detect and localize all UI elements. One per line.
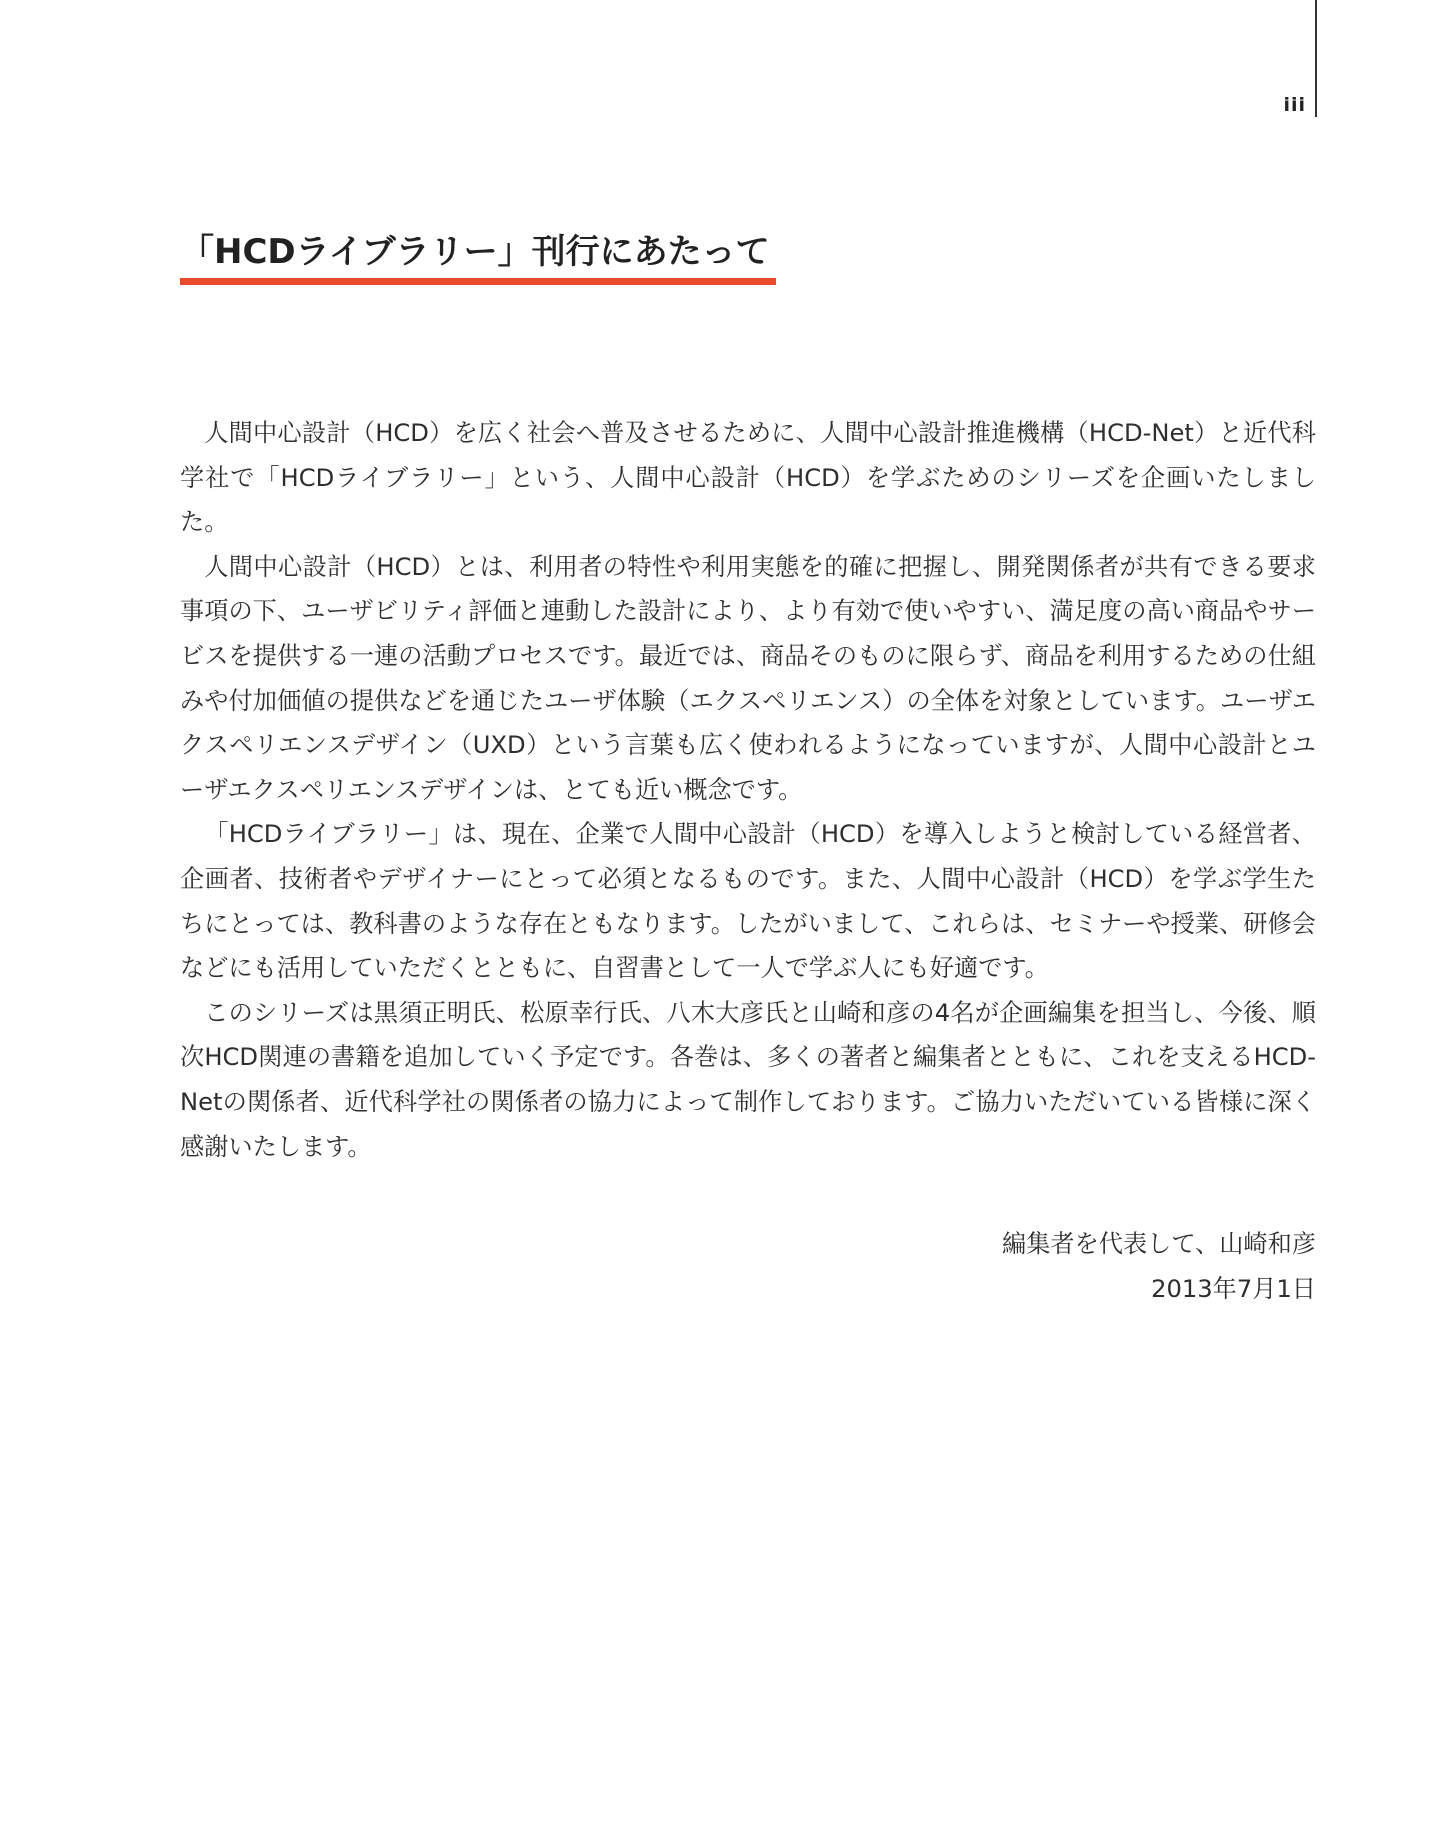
paragraph: 「HCDライブラリー」は、現在、企業で人間中心設計（HCD）を導入しようと検討している経営者、企画者、技術者やデザイナーにとって必須となるものです。また、人間中心設計（HCD）を学ぶ学生たちにとっては、教科書のような存在ともなります。したがいまして、これらは、セミナーや授業、研修会などにも活用していただくとともに、自習書として一人で学ぶ人にも好適です。 (180, 820, 1316, 983)
signature-line: 編集者を代表して、山崎和彦 (1002, 1230, 1316, 1258)
title-underline (180, 278, 776, 285)
body-text (180, 411, 1316, 1169)
page-edge-rule (1315, 0, 1317, 117)
paragraph: 人間中心設計（HCD）とは、利用者の特性や利用実態を的確に把握し、開発関係者が共有できる要求事項の下、ユーザビリティ評価と連動した設計により、より有効で使いやすい、満足度の高い商品やサービスを提供する一連の活動プロセスです。最近では、商品そのものに限らず、商品を利用するための仕組みや付加価値の提供などを通じたユーザ体験（エクスペリエンス）の全体を対象としています。ユーザエクスペリエンスデザイン（UXD）という言葉も広く使われるようになっていますが、人間中心設計とユーザエクスペリエンスデザインは、とても近い概念です。 (180, 552, 1316, 804)
signature-block (1002, 1222, 1316, 1311)
section-heading (180, 230, 776, 285)
paragraph: このシリーズは黒須正明氏、松原幸行氏、八木大彦氏と山崎和彦の4名が企画編集を担当し、今後、順次HCD関連の書籍を追加していく予定です。各巻は、多くの著者と編集者とともに、これを支えるHCD-Netの関係者、近代科学社の関係者の協力によって制作しております。ご協力いただいている皆様に深く感謝いたします。 (180, 998, 1316, 1161)
page-title: 「HCDライブラリー」刊行にあたって (180, 232, 770, 272)
paragraph: 人間中心設計（HCD）を広く社会へ普及させるために、人間中心設計推進機構（HCD-Net）と近代科学社で「HCDライブラリー」という、人間中心設計（HCD）を学ぶためのシリーズを企画いたしました。 (180, 419, 1316, 537)
signature-date: 2013年7月1日 (1151, 1274, 1316, 1303)
page-number: iii (1283, 94, 1306, 116)
